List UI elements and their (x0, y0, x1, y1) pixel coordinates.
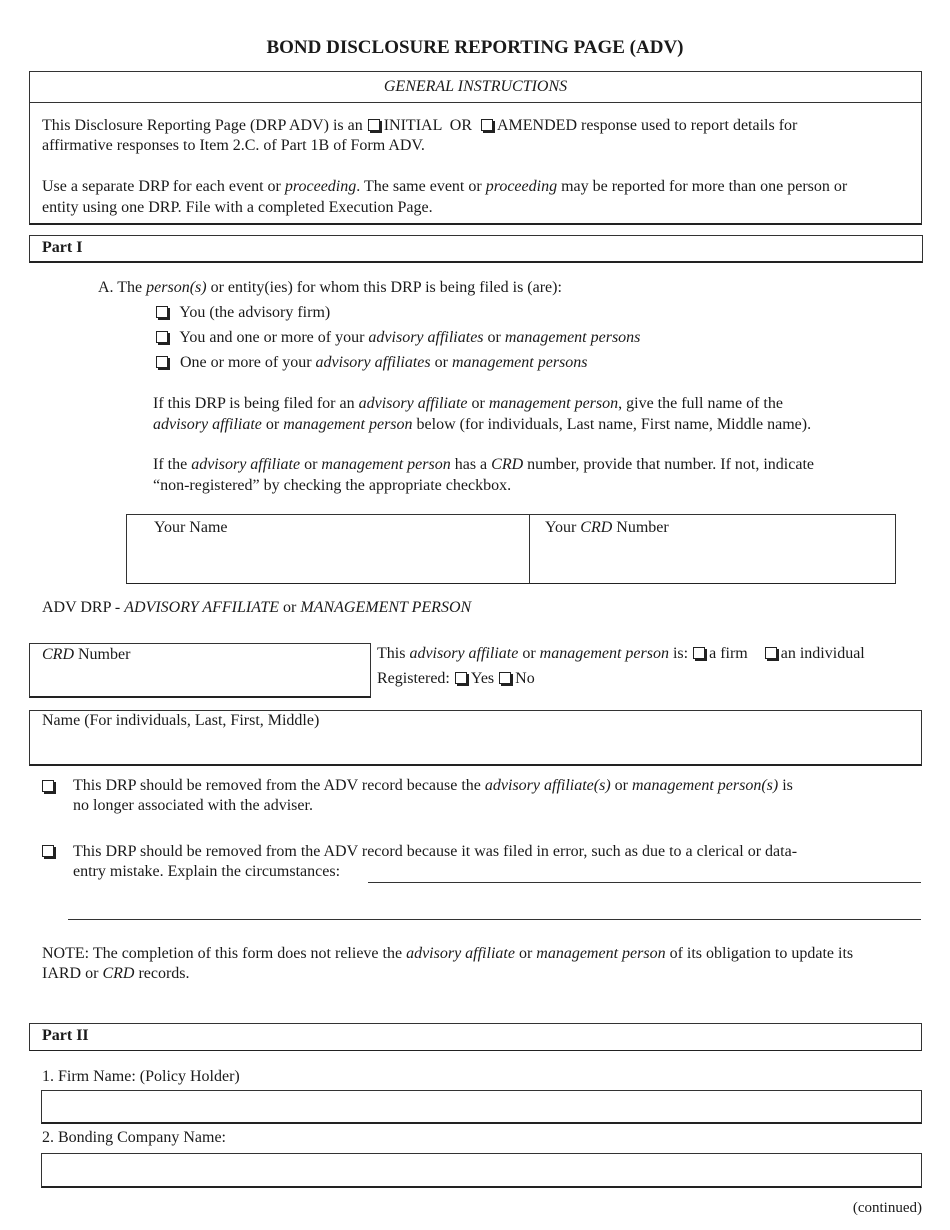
instructions-line (42, 198, 433, 218)
individual-checkbox[interactable] (765, 647, 777, 659)
text-run: entry mistake. Explain the circumstances: (73, 863, 341, 880)
text-run: an individual (780, 645, 865, 662)
affiliates-only-checkbox[interactable] (156, 356, 168, 368)
italic-term: advisory affiliates (315, 354, 431, 371)
filed-for-option (155, 328, 640, 348)
text-run: This DRP should be removed from the ADV record because it was filed in error, such as due to a clerical or data- (73, 843, 798, 860)
remove-option-text (73, 862, 340, 882)
text-run: INITIAL OR (383, 117, 480, 134)
italic-term: management person (321, 456, 451, 473)
text-run: “non-registered” by checking the appropriate checkbox. (153, 477, 512, 494)
text-run: Your (545, 519, 581, 536)
part1-header (29, 235, 923, 263)
text-run: entity using one DRP. File with a completed Execution Page. (42, 199, 433, 216)
text-run: Number (74, 646, 131, 663)
text-run: records. (134, 965, 190, 982)
note-text (42, 964, 190, 984)
entity-type-line (377, 644, 865, 664)
text-run: of its obligation to update its (665, 945, 854, 962)
text-run: NOTE: The completion of this form does not relieve the (42, 945, 407, 962)
adv-drp-heading (42, 598, 471, 618)
text-run: or (514, 945, 537, 962)
text-run: You (the advisory firm) (172, 304, 331, 321)
instruction-text (153, 455, 814, 475)
italic-term: advisory affiliate(s) (484, 777, 611, 794)
part1-heading: Part I (42, 239, 83, 256)
remove-option-text (73, 776, 793, 796)
note-text (42, 944, 853, 964)
text-run: or (430, 354, 452, 371)
bonding-company-field[interactable] (41, 1153, 922, 1188)
text-run: If this DRP is being filed for an (153, 395, 359, 412)
italic-term: CRD (491, 456, 524, 473)
you-checkbox[interactable] (156, 306, 168, 318)
italic-term: proceeding (284, 178, 357, 195)
text-run: Use a separate DRP for each event or (42, 178, 285, 195)
text-run: Number (612, 519, 669, 536)
italic-term: management person (536, 945, 666, 962)
general-instructions-heading: GENERAL INSTRUCTIONS (383, 78, 568, 95)
text-run: below (for individuals, Last name, First name, Middle name). (412, 416, 812, 433)
your-name-field[interactable] (126, 514, 530, 584)
text-run: is: (668, 645, 693, 662)
remove-option-text (73, 796, 313, 816)
crd-number-field[interactable] (29, 643, 371, 698)
italic-term: MANAGEMENT PERSON (300, 599, 472, 616)
italic-term: person(s) (146, 279, 207, 296)
remove-no-longer-associated-checkbox[interactable] (42, 780, 54, 792)
italic-term: management persons (451, 354, 588, 371)
italic-term: advisory affiliate (406, 945, 515, 962)
your-crd-number-field[interactable] (529, 514, 896, 584)
text-run: This (377, 645, 410, 662)
instruction-text (153, 476, 511, 496)
general-instructions-box (29, 71, 922, 225)
text-run: or (261, 416, 284, 433)
text-run: or (518, 645, 540, 662)
italic-term: management person(s) (632, 777, 779, 794)
italic-term: management person (283, 416, 413, 433)
text-run: or (610, 777, 632, 794)
italic-term: CRD (580, 519, 613, 536)
text-run: If the (153, 456, 192, 473)
registered-line (377, 669, 535, 689)
initial-checkbox[interactable] (368, 119, 380, 131)
italic-term: management persons (504, 329, 641, 346)
amended-checkbox[interactable] (481, 119, 493, 131)
text-run: A. The (98, 279, 147, 296)
text-run: . The same event or (356, 178, 486, 195)
text-run: You and one or more of your (172, 329, 369, 346)
text-run: no longer associated with the adviser. (73, 797, 313, 814)
text-run: may be reported for more than one person or (557, 178, 848, 195)
crd-number-label (42, 645, 130, 665)
circumstances-input-line-2[interactable] (68, 919, 921, 920)
circumstances-input-line[interactable] (368, 882, 921, 883)
text-run: No (515, 670, 535, 687)
name-field[interactable] (29, 710, 922, 766)
continued-note: (continued) (852, 1200, 922, 1216)
text-run: This DRP should be removed from the ADV record because the (73, 777, 485, 794)
instructions-line (42, 136, 425, 156)
filed-for-option (155, 303, 330, 323)
page-title: BOND DISCLOSURE REPORTING PAGE (ADV) (266, 37, 684, 58)
text-run: or (300, 456, 322, 473)
remove-filed-in-error-checkbox[interactable] (42, 845, 54, 857)
text-run: or entity(ies) for whom this DRP is being filed is (are): (206, 279, 562, 296)
instructions-line (42, 116, 797, 136)
italic-term: management person (488, 395, 619, 412)
firm-checkbox[interactable] (693, 647, 705, 659)
italic-term: advisory affiliate (191, 456, 301, 473)
italic-term: proceeding (485, 178, 558, 195)
italic-term: advisory affiliates (368, 329, 484, 346)
part2-header (29, 1023, 922, 1051)
instruction-text (153, 394, 783, 414)
italic-term: advisory affiliate (153, 416, 262, 433)
text-run: or (483, 329, 505, 346)
firm-name-label: 1. Firm Name: (Policy Holder) (42, 1068, 240, 1085)
text-run: IARD or (42, 965, 103, 982)
italic-term: ADVISORY AFFILIATE (124, 599, 280, 616)
firm-name-field[interactable] (41, 1090, 922, 1124)
registered-yes-checkbox[interactable] (455, 672, 467, 684)
text-run: a firm (709, 645, 764, 662)
name-label: Name (For individuals, Last, First, Middle) (42, 712, 320, 729)
text-run: is (778, 777, 793, 794)
italic-term: CRD (102, 965, 135, 982)
text-run: or (467, 395, 489, 412)
your-name-label: Your Name (154, 519, 228, 536)
remove-option-text (73, 842, 797, 862)
instruction-text (153, 415, 811, 435)
text-run: Yes (470, 670, 499, 687)
italic-term: management person (539, 645, 669, 662)
text-run: , give the full name of the (618, 395, 783, 412)
text-run: affirmative responses to Item 2.C. of Part 1B of Form ADV. (42, 137, 425, 154)
italic-term: advisory affiliate (358, 395, 468, 412)
bonding-company-label: 2. Bonding Company Name: (42, 1129, 226, 1146)
filed-for-option (155, 353, 588, 373)
text-run: One or more of your (172, 354, 316, 371)
your-crd-label (545, 518, 669, 538)
italic-term: CRD (42, 646, 74, 663)
you-and-affiliates-checkbox[interactable] (156, 331, 168, 343)
registered-no-checkbox[interactable] (499, 672, 511, 684)
text-run: or (279, 599, 301, 616)
instructions-line (42, 177, 847, 197)
text-run: This Disclosure Reporting Page (DRP ADV) is an (42, 117, 367, 134)
text-run: has a (450, 456, 492, 473)
part2-heading: Part II (42, 1027, 89, 1044)
text-run: AMENDED response used to report details for (497, 117, 798, 134)
text-run: ADV DRP - (42, 599, 125, 616)
italic-term: advisory affiliate (409, 645, 519, 662)
text-run: Registered: (377, 670, 454, 687)
filed-for-question (98, 278, 562, 298)
text-run: number, provide that number. If not, indicate (523, 456, 814, 473)
